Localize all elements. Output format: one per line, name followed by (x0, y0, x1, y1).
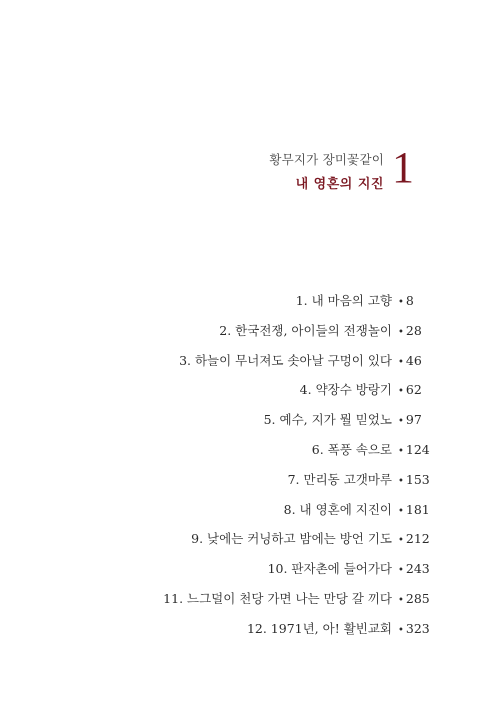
toc-entry-page: • 153 (398, 472, 430, 490)
toc-entry-title: 6. 폭풍 속으로 (311, 441, 392, 457)
part-title: 내 영혼의 지진 (295, 177, 384, 192)
toc-entry-title: 12. 1971년, 아! 활빈교회 (246, 620, 392, 636)
toc-entry (0, 472, 500, 502)
part-header (269, 143, 414, 192)
toc-entry (0, 323, 500, 353)
toc-entry-page: • 212 (398, 531, 430, 549)
toc-entry (0, 382, 500, 412)
toc-entry (0, 531, 500, 561)
part-subtitle: 황무지가 장미꽃같이 (269, 152, 384, 167)
part-number: 1 (392, 143, 414, 192)
toc-entry-title: 10. 판자촌에 들어가다 (267, 561, 392, 577)
toc-entry (0, 412, 500, 442)
toc-entry-title: 8. 내 영혼에 지진이 (283, 501, 392, 517)
toc-entry-page: • 28 (398, 323, 422, 341)
toc-entry (0, 502, 500, 532)
toc-entry-page: • 62 (398, 382, 422, 400)
toc-entry-page: • 97 (398, 412, 422, 430)
toc-entry-page: • 285 (398, 591, 430, 609)
toc-entry-page: • 181 (398, 502, 430, 520)
part-titles (269, 150, 384, 192)
toc-entry-page: • 323 (398, 621, 430, 639)
toc-entry-title: 7. 만리동 고갯마루 (287, 471, 392, 487)
toc-entry-title: 2. 한국전쟁, 아이들의 전쟁놀이 (219, 322, 392, 338)
toc-entry-page: • 8 (398, 293, 414, 311)
toc-entry-title: 5. 예수, 지가 뭘 믿었노 (263, 412, 392, 428)
toc-entry-page: • 243 (398, 561, 430, 579)
toc-entry-title: 9. 낮에는 커닝하고 밤에는 방언 기도 (191, 531, 392, 547)
toc-entry (0, 621, 500, 651)
toc-entry-page: • 46 (398, 353, 422, 371)
toc-entry (0, 442, 500, 472)
table-of-contents (0, 293, 500, 651)
toc-entry-title: 4. 약장수 방랑기 (299, 382, 392, 398)
toc-entry-title: 1. 내 마음의 고향 (295, 293, 392, 308)
toc-entry (0, 353, 500, 383)
toc-entry (0, 591, 500, 621)
toc-entry-title: 11. 느그덜이 천당 가면 나는 만당 갈 끼다 (163, 590, 392, 606)
toc-entry (0, 293, 500, 323)
toc-entry-title: 3. 하늘이 무너져도 솟아날 구멍이 있다 (179, 352, 392, 368)
toc-entry (0, 561, 500, 591)
toc-entry-page: • 124 (398, 442, 430, 460)
